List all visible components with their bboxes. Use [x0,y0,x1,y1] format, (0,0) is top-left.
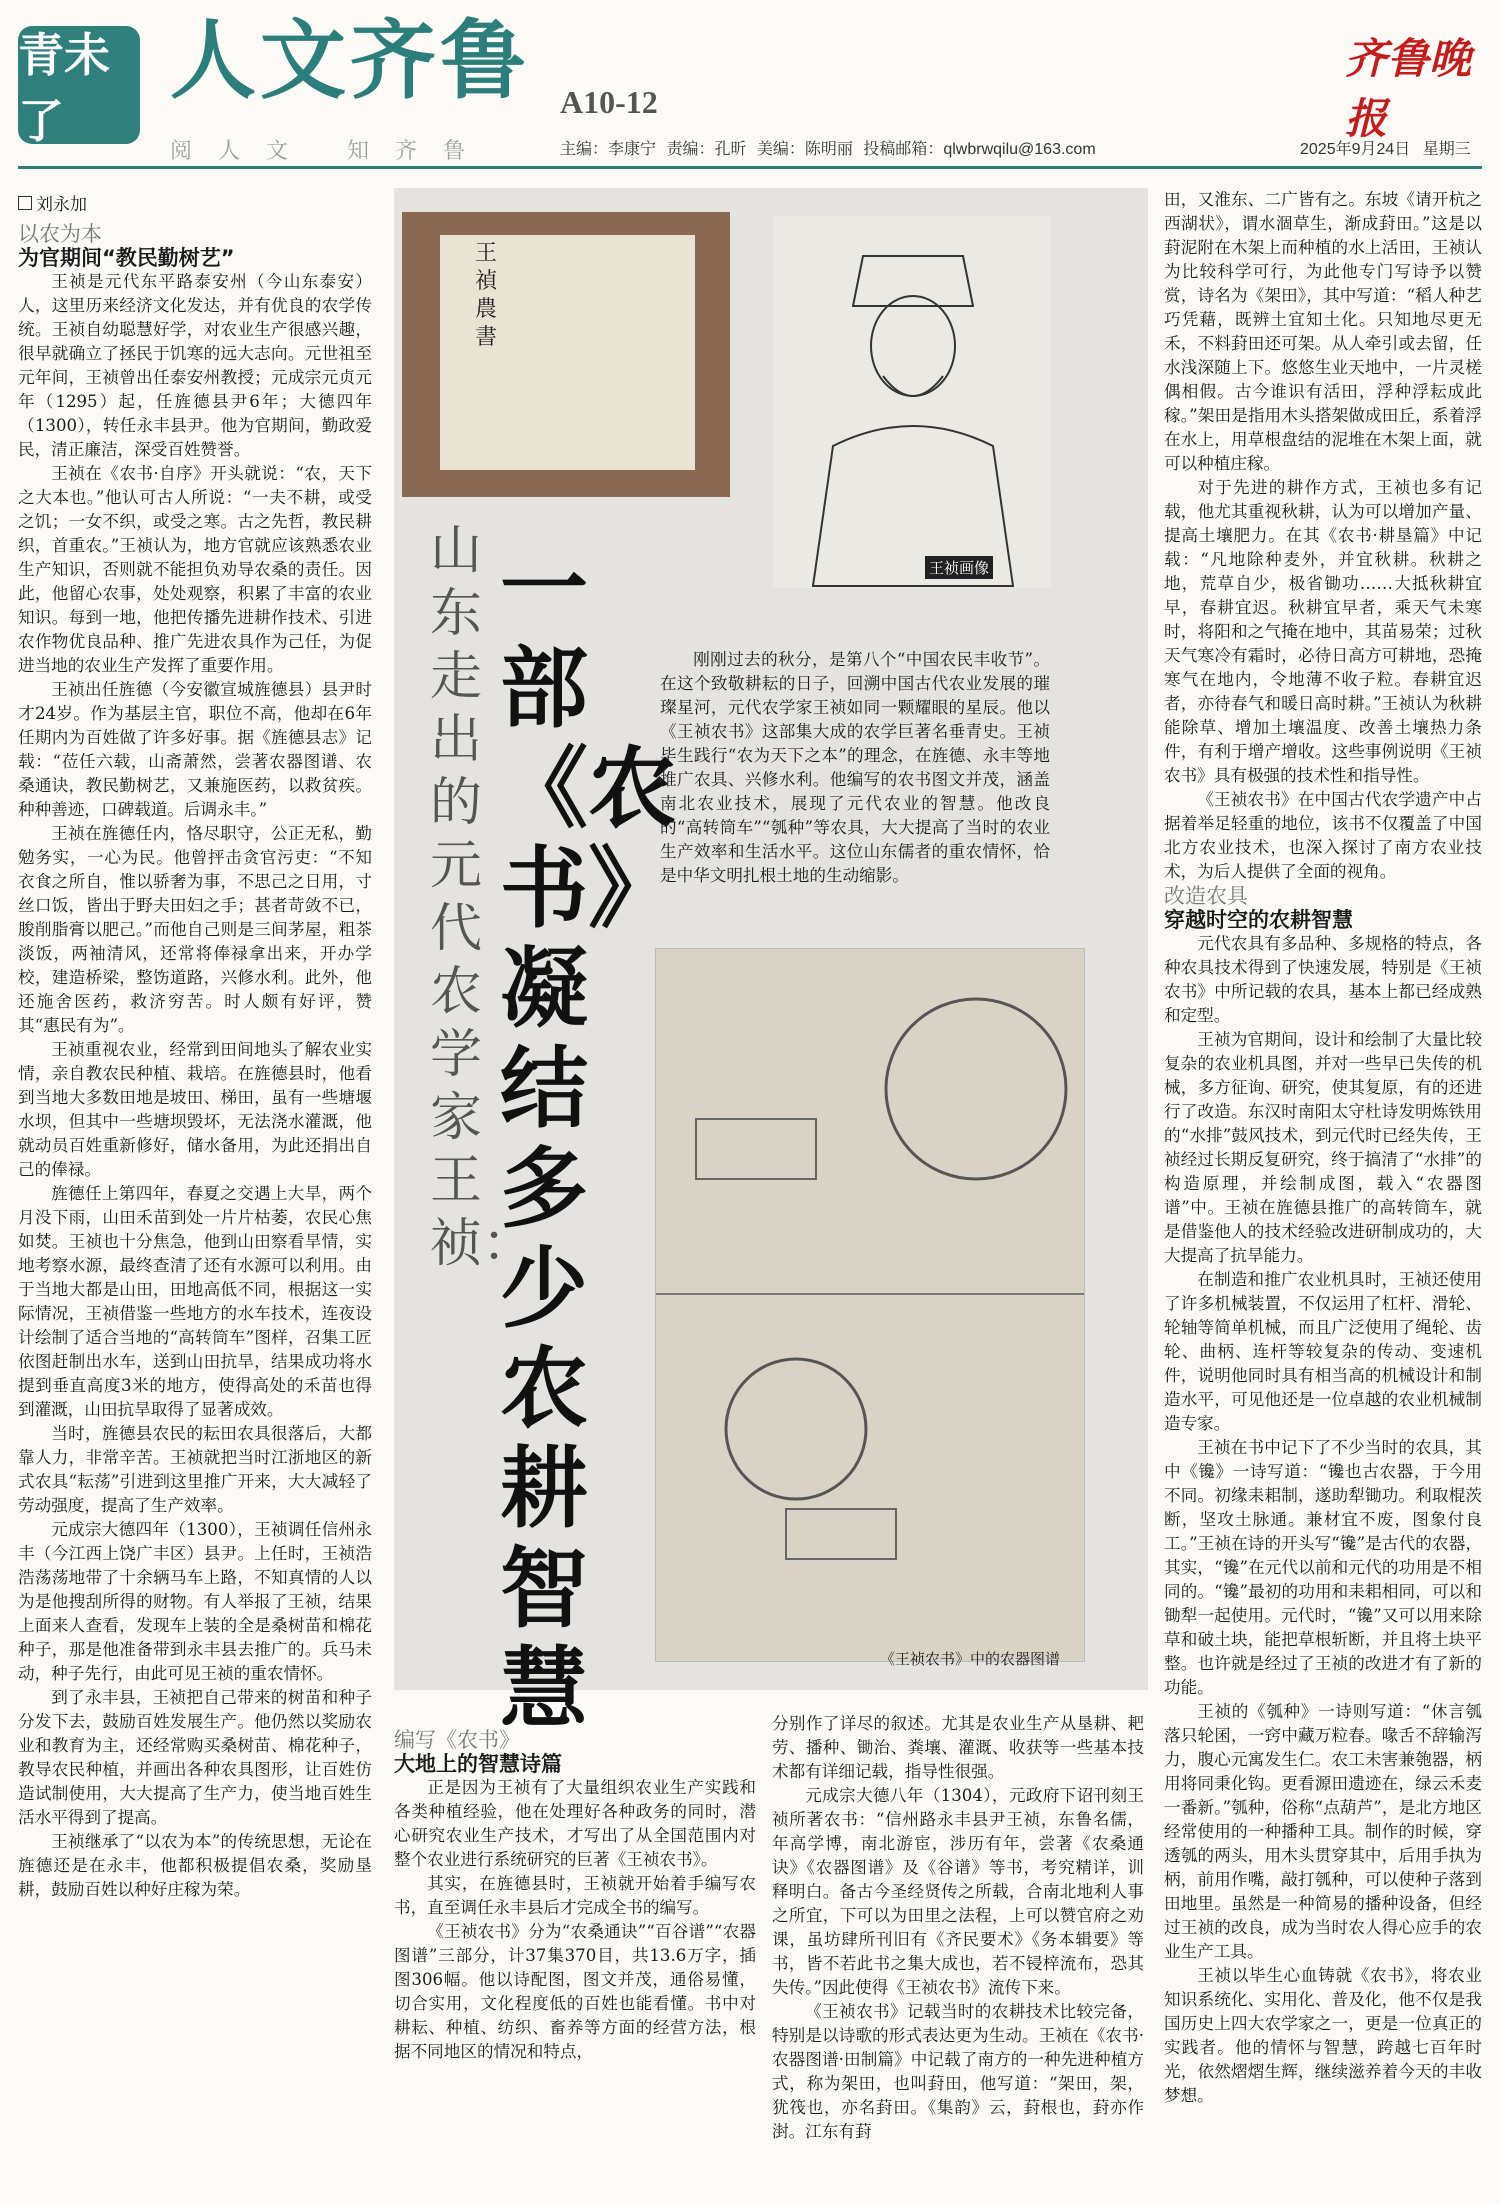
paragraph: 元成宗大德四年（1300），王祯调任信州永丰（今江西上饶广丰区）县尹。上任时，王祯浩浩荡荡地带了十余辆马车上路，不知真情的人以为是他搜刮所得的财物。有人举报了王祯，结果上面来人查看，发现车上装的全是桑树苗和棉花种子，那是他准备带到永丰县去推广的。兵马未动，种子先行，由此可见王祯的重农情怀。 [18,1520,372,1683]
paragraph: 王祯为官期间，设计和绘制了大量比较复杂的农业机具图，并对一些早已失传的机械，多方征询、研究，使其复原，有的还进行了改造。东汉时南阳太守杜诗发明炼铁用的“水排”鼓风技术，到元代时已经失传，王祯经过长期反复研究，终于搞清了“水排”的构造原理，并绘制成图，载入“农器图谱”中。王祯在旌德县推广的高转筒车，就是借鉴他人的技术经验改进研制成功的，大大提高了抗旱能力。 [1164,1030,1482,1265]
headline: 一部《农书》凝结多少农耕智慧 [500,536,677,1740]
section-subheading: 穿越时空的农耕智慧 [1164,908,1353,932]
column-logo [18,26,140,148]
paragraph: 分别作了详尽的叙述。尤其是农业生产从垦耕、耙劳、播种、锄治、粪壤、灌溉、收获等一些基本技术都有详细记载，指导性很强。 [772,1714,1144,1781]
book-cover-title: 王禎農書 [475,241,498,350]
paragraph: 王祯在书中记下了不少当时的农具，其中《镵》一诗写道：“镵也古农器，于今用不同。初缘耒耜制，遂助犁锄功。利取棍茨断，坚攻土脉通。兼材宜不废，图象付良工。”王祯在诗的开头写“镵”是古代的农器，其实，“镵”在元代以前和元代的功用是不相同的。“镵”最初的功用和耒耜相同，可以和锄犁一起使用。元代时，“镵”又可以用来除草和破土块，能把草根斩断，并且将土块平整。也许就是经过了王祯的改进才有了新的功能。 [1164,1438,1482,1697]
section-heading: 编写《农书》 [394,1728,520,1752]
illustration-caption: 《王祯农书》中的农器图谱 [880,1650,1061,1668]
paragraph: 王祯以毕生心血铸就《农书》，将农业知识系统化、实用化、普及化，他不仅是我国历史上四大农学家之一，更是一位真正的实践者。他的情怀与智慧，跨越七百年时光，依然熠熠生辉，继续滋养着今天的丰收梦想。 [1164,1966,1482,2105]
paragraph: 王祯在旌德任内，恪尽职守，公正无私，勤勉务实，一心为民。他曾抨击贪官污吏：“不知衣食之所自，惟以骄奢为事，不思己之日用，寸丝口饭，皆出于野夫田妇之手；甚者苛敛不已，朘削脂膏以肥己。”而他自己则是三间茅屋，粗茶淡饭，两袖清风，还常将俸禄拿出来，开办学校，建造桥梁，整饬道路，兴修水利。此外，他还施舍医药，救济穷苦。时人颇有好评，赞其“惠民有为”。 [18,824,372,1035]
paragraph: 田，又淮东、二广皆有之。东坡《请开杭之西湖状》，谓水涸草生，渐成葑田。”这是以葑泥附在木架上而种植的水上活田，王祯认为比较科学可行，为此他专门写诗予以赞赏，诗名为《架田》，其中写道：“稻人种艺巧凭藉，既辨土宜知土化。只知地尽更无禾，不料葑田还可架。从人牵引或去留，任水浅深随上下。悠悠生业天地中，一片灵槎偶相假。古今谁识有活田，浮种浮耘成此稼。”架田是指用木头搭架做成田丘，系着浮在水上，用草根盘结的泥堆在木架上面，就可以种植庄稼。 [1164,190,1482,473]
editor-info: 主编：李康宁 责编：孔昕 美编：陈明丽 投稿邮箱：qlwbrwqilu@163.com [560,141,1096,158]
paragraph: 王祯出任旌德（今安徽宣城旌德县）县尹时才24岁。作为基层主官，职位不高，他却在6年任期内为百姓做了许多好事。据《旌德县志》记载：“莅任六载，山斋萧然，尝著农器图谱、农桑通诀，教民勤树艺，又兼施医药，以救贫疾。种种善迹，口碑载道。后调永丰。” [18,680,372,819]
portrait-image [773,216,1051,588]
page-number: A10-12 [560,84,658,120]
lead-paragraph [660,648,1050,888]
paragraph: 在制造和推广农业机具时，王祯还使用了许多机械装置，不仅运用了杠杆、滑轮、轮轴等简单机械，而且广泛使用了绳轮、齿轮、曲柄、连杆等较复杂的传动、变速机件，说明他同时具有相当高的机械设计和制造水平，可见他还是一位卓越的农业机械制造专家。 [1164,1270,1482,1433]
byline-box-icon [18,196,32,210]
paragraph: 《王祯农书》分为“农桑通诀”“百谷谱”“农器图谱”三部分，计37集370目，共13.6万字，插图306幅。他以诗配图，图文并茂，通俗易懂，切合实用，文化程度低的百姓也能看懂。书中对耕耘、种植、纺织、畜养等方面的经营方法，根据不同地区的情况和特点， [394,1922,756,2061]
issue-date: 2025年9月24日 星期三 [1300,141,1471,158]
header-rule [18,166,1482,169]
paragraph: 王祯重视农业，经常到田间地头了解农业实情，亲自教农民种植、栽培。在旌德县时，他看到当地大多数田地是坡田、梯田，虽有一些塘堰水坝，但其中一些塘坝毁坏，无法浇水灌溉，他就动员百姓重新修好，储水备用，为此还捐出自己的俸禄。 [18,1040,372,1179]
newspaper-name: 齐鲁晚报 [1345,34,1472,143]
paragraph: 《王祯农书》在中国古代农学遗产中占据着举足轻重的地位，该书不仅覆盖了中国北方农业技术，也深入探讨了南方农业技术，为后人提供了全面的视角。 [1164,790,1482,881]
paragraph: 其实，在旌德县时，王祯就开始着手编写农书，直至调任永丰县后才完成全书的编写。 [394,1874,756,1917]
portrait-caption: 王祯画像 [925,556,993,579]
section-subheading: 大地上的智慧诗篇 [394,1752,562,1776]
paragraph: 元成宗大德八年（1304），元政府下诏刊刻王祯所著农书：“信州路永丰县尹王祯，东鲁名儒，年高学博，南北游宦，涉历有年，尝著《农桑通诀》《农器图谱》及《谷谱》等书，考究精详，训释明白。备古今圣经贤传之所载，合南北地利人事之所宜，下可以为田里之法程，上可以赞官府之劝课，虽坊肆所刊旧有《齐民要术》《务本辑要》等书，皆不若此书之集大成也，若不锓梓流布，恐其失传。”因此使得《王祯农书》流传下来。 [772,1786,1144,1997]
section-subheading: 为官期间“教民勤树艺” [18,246,235,270]
author-byline [18,190,87,215]
author-name: 刘永加 [36,195,87,215]
logo-text: 青未了 [18,28,110,148]
farm-tool-illustration [655,948,1085,1662]
column-1 [18,222,372,1902]
paragraph: 王祯是元代东平路泰安州（今山东泰安）人，这里历来经济文化发达，并有优良的农学传统。王祯自幼聪慧好学，对农业生产很感兴趣，很早就确立了拯民于饥寒的远大志向。元世祖至元年间，王祯曾出任泰安州教授；元成宗元贞元年（1295）起，任旌德县尹6年；大德四年（1300），转任永丰县尹。他为官期间，勤政爱民，清正廉洁，深受百姓赞誉。 [18,272,372,459]
paragraph: 正是因为王祯有了大量组织农业生产实践和各类种植经验，他在处理好各种政务的同时，潜心研究农业生产技术，才写出了从全国范围内对整个农业进行系统研究的巨著《王祯农书》。 [394,1778,756,1869]
paragraph: 到了永丰县，王祯把自己带来的树苗和种子分发下去，鼓励百姓发展生产。他仍然以奖励农业和教育为主，还经常购买桑树苗、棉花种子，教导农民种植，并画出各种农具图形，让百姓仿造试制使用，大大提高了生产力，使当地百姓生活水平得到了提高。 [18,1688,372,1827]
paragraph: 对于先进的耕作方式，王祯也多有记载，他尤其重视秋耕，认为可以增加产量、提高土壤肥力。在其《农书·耕垦篇》中记载：“凡地除种麦外，并宜秋耕。秋耕之地，荒草自少，极省锄功……大抵秋耕宜早，春耕宜迟。秋耕宜早者，乘天气未寒时，将阳和之气掩在地中，其苗易荣；过秋天气寒冷有霜时，必待日高方可耕地，恐掩寒气在地内，令地薄不收子粒。春耕宜迟者，亦待春气和暖日高时耕。”王祯认为秋耕能除草、增加土壤温度、改善土壤热力条件，有利于增产增收。这些事例说明《王祯农书》具有极强的技术性和指导性。 [1164,478,1482,785]
paragraph: 当时，旌德县农民的耘田农具很落后，大都靠人力，非常辛苦。王祯就把当时江浙地区的新式农具“耘荡”引进到这里推广开来，大大减轻了劳动强度，提高了生产效率。 [18,1424,372,1515]
section-heading: 改造农具 [1164,884,1248,908]
paragraph: 王祯继承了“以农为本”的传统思想，无论在旌德还是在永丰，他都积极提倡农桑，奖励垦耕，鼓励百姓以种好庄稼为荣。 [18,1832,372,1899]
lead-text: 刚刚过去的秋分，是第八个“中国农民丰收节”。在这个致敬耕耘的日子，回溯中国古代农业发展的璀璨星河，元代农学家王祯如同一颗耀眼的星辰。他以《王祯农书》这部集大成的农学巨著名垂青史。王祯毕生践行“农为天下之本”的理念，在旌德、永丰等地推广农具、兴修水利。他编写的农书图文并茂，涵盖南北农业技术，展现了元代农业的智慧。他改良的“高转筒车”“瓠种”等农具，大大提高了当时的农业生产效率和生活水平。这位山东儒者的重农情怀，恰是中华文明扎根土地的生动缩影。 [660,650,1050,885]
section-title: 人文齐鲁 [170,10,530,111]
paragraph: 旌德任上第四年，春夏之交遇上大旱，两个月没下雨，山田禾苗到处一片片枯萎，农民心焦如焚。王祯也十分焦急，他到山田察看旱情，实地考察水源，最终查清了还有水源可以利用。由于当地大都是山田，田地高低不同，根据这一实际情况，王祯借鉴一些地方的水车技术，连夜设计绘制了适合当地的“高转筒车”图样，召集工匠依图赶制出水车，送到山田抗旱，结果成功将水提到垂直高度3米的地方，使得高处的禾苗也得到灌溉，山田抗旱取得了显著成效。 [18,1184,372,1419]
paragraph: 王祯在《农书·自序》开头就说：“农，天下之大本也。”他认可古人所说：“一夫不耕，或受之饥；一女不织，或受之寒。古之先哲，教民耕织，首重农。”王祯认为，地方官就应该熟悉农业生产知识，否则就不能担负劝导农桑的责任。因此，他留心农事，处处观察，积累了丰富的农业知识。每到一地，他把传播先进耕作技术、引进农作物优良品种、推广先进农具作为己任，为促进当地的农业生产发挥了重要作用。 [18,464,372,675]
portrait-drawing [773,216,1051,588]
paragraph: 《王祯农书》记载当时的农耕技术比较完备，特别是以诗歌的形式表达更为生动。王祯在《农书·农器图谱·田制篇》中记载了南方的一种先进种植方式，称为架田，也叫葑田，他写道：“架田，架，犹筏也，亦名葑田。《集韵》云，葑根也，葑亦作湗。江东有葑 [772,2002,1144,2141]
column-2 [394,1728,756,2064]
column-4 [1164,188,1482,2108]
subheadline: 山东走出的元代农学家王祯： [430,521,535,1274]
section-heading: 以农为本 [18,222,102,246]
column-3 [772,1712,1144,2144]
farm-tool-drawing [656,949,1084,1661]
paragraph: 元代农具有多品种、多规格的特点，各种农具技术得到了快速发展，特别是《王祯农书》中所记载的农具，基本上都已经成熟和定型。 [1164,934,1482,1025]
paragraph: 王祯的《瓠种》一诗则写道：“休言瓠落只轮囷，一窍中藏万粒春。喙舌不辞输泻力，腹心元寓发生仁。农工未害兼匏器，柄用将同秉化钩。更看源田遗迹在，绿云禾麦一番新。”瓠种，俗称“点葫芦”，是北方地区经常使用的一种播种工具。制作的时候，穿透瓠的两头，用木头贯穿其中，后用手执为柄，前用作嘴，敲打瓠种，可以使种子落到田地里。虽然是一种简易的播种设备，但经过王祯的改良，成为当时农人得心应手的农业生产工具。 [1164,1702,1482,1961]
section-slogan: 阅人文 知齐鲁 [170,139,491,164]
